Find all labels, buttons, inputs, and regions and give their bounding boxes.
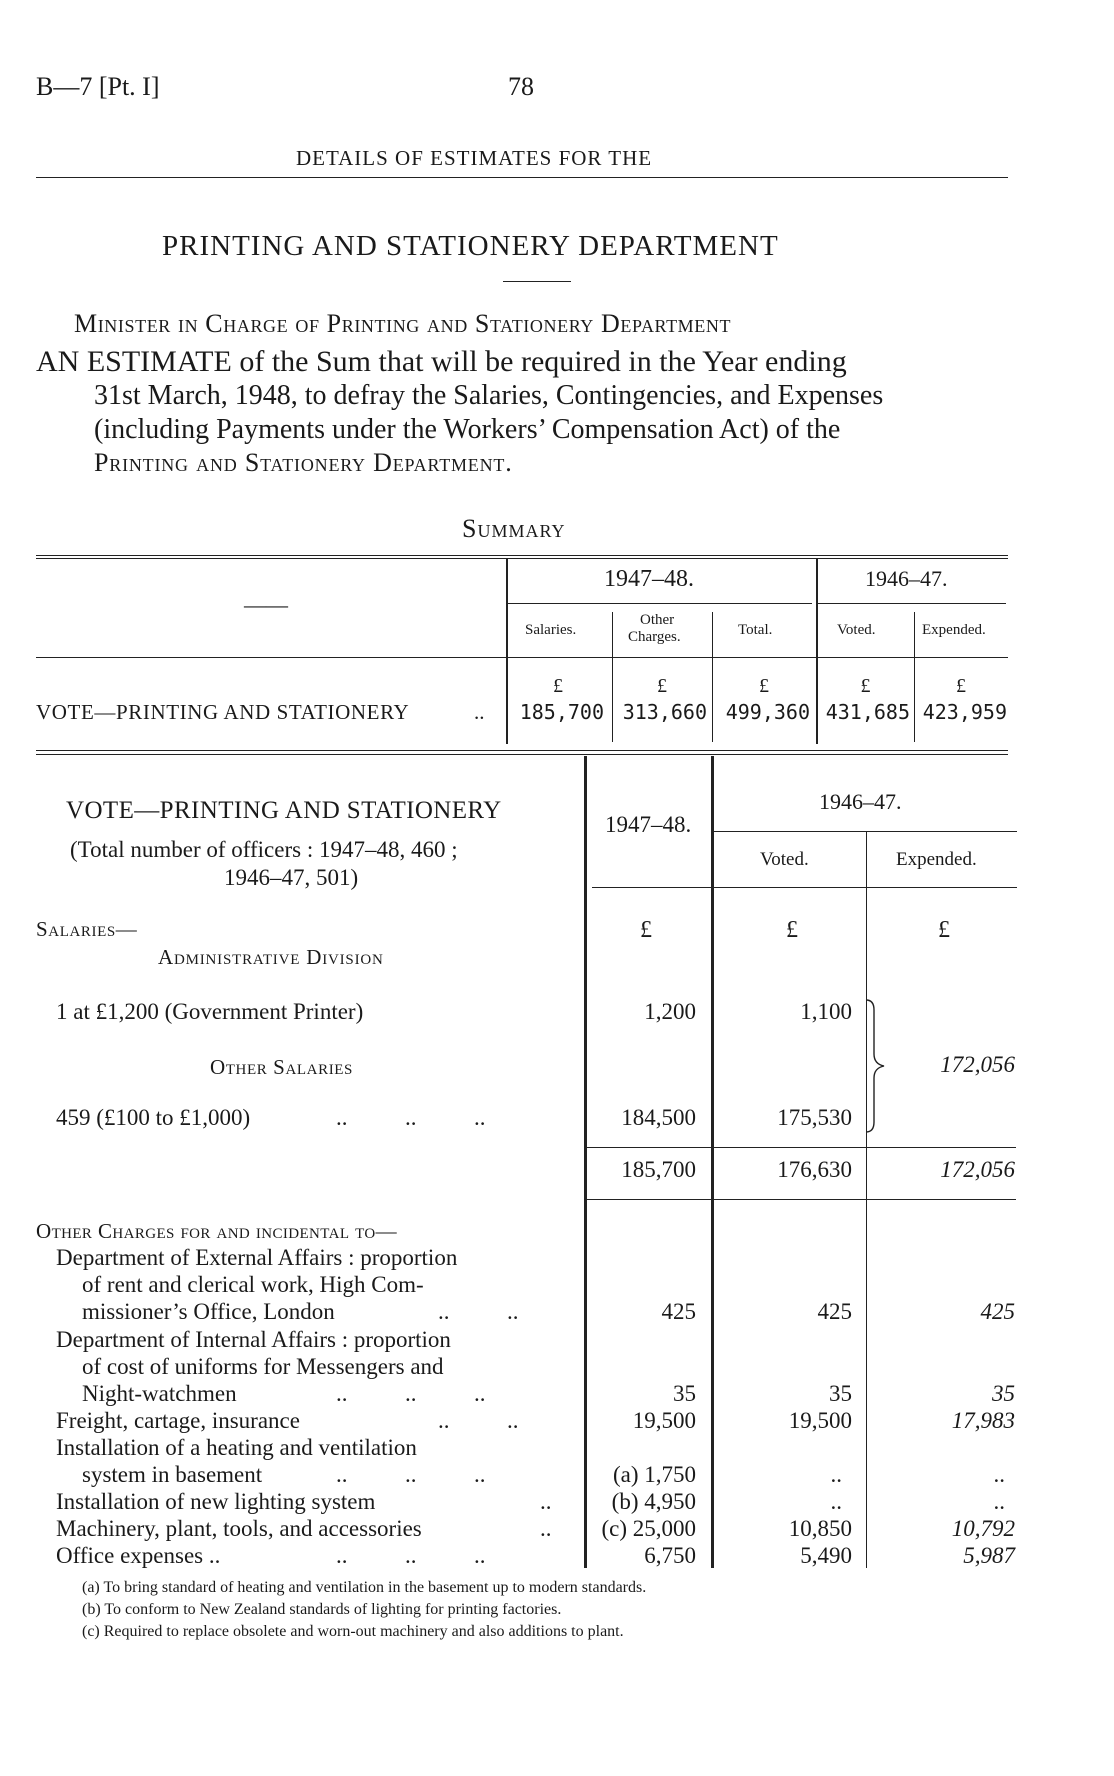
summary-pound-3: £ (759, 675, 769, 697)
item-machinery-line-1: Machinery, plant, tools, and accessories (56, 1516, 422, 1541)
salaries-label: Salaries— (36, 917, 138, 941)
footnote-b: (b) To conform to New Zealand standards of lighting for printing factories. (82, 1601, 562, 1618)
vote-officers-2: 1946–47, 501) (224, 865, 359, 890)
summary-top-rule-2 (36, 558, 1008, 559)
item-heating-dots: .. .. .. (336, 1462, 486, 1487)
item-freight-1947: 19,500 (632, 1408, 696, 1433)
others-line: 459 (£100 to £1,000) (56, 1105, 251, 1130)
vote-col-voted: Voted. (760, 849, 809, 870)
vote-officers-1: (Total number of officers : 1947–48, 460 ; (70, 837, 458, 862)
minister-line: Minister in Charge of Printing and Stationery Department (74, 309, 732, 338)
summary-value-salaries: 185,700 (519, 700, 604, 724)
header-rule (36, 177, 1008, 178)
summary-year-b: 1946–47. (865, 566, 948, 591)
page-number: 78 (508, 72, 534, 101)
vote-vr-2 (711, 756, 714, 1568)
vote-vr-3 (866, 832, 867, 1568)
title-rule (503, 281, 571, 282)
item-office-1947: 6,750 (644, 1543, 696, 1568)
vote-pound-1947: £ (640, 917, 652, 943)
item-external-affairs-dots: .. .. (438, 1299, 519, 1324)
summary-pound-1: £ (553, 675, 563, 697)
item-internal-affairs-expended: 35 (992, 1381, 1015, 1406)
item-office-line-1: Office expenses .. (56, 1543, 221, 1568)
summary-col-other-2: Charges. (628, 629, 681, 645)
running-title: DETAILS OF ESTIMATES FOR THE (296, 146, 653, 170)
vote-col-year-a: 1947–48. (605, 812, 692, 837)
summary-pound-2: £ (657, 675, 667, 697)
footnote-c: (c) Required to replace obsolete and worn-out machinery and also additions to plant. (82, 1623, 624, 1640)
estimate-line-2: 31st March, 1948, to defray the Salaries, Contingencies, and Expenses (94, 380, 884, 411)
salaries-expended-bracket: 172,056 (940, 1052, 1015, 1077)
estimate-line-1-rest: of the Sum that will be required in the Year ending (231, 345, 847, 378)
item-lighting-line-1: Installation of new lighting system (56, 1489, 376, 1514)
item-external-affairs-expended: 425 (980, 1299, 1015, 1324)
item-external-affairs-line-1: Department of External Affairs : proportion (56, 1245, 458, 1270)
item-machinery-1947: (c) 25,000 (601, 1516, 696, 1541)
summary-year-a: 1947–48. (604, 566, 694, 592)
vote-head-rule (592, 887, 1017, 888)
summary-col-voted: Voted. (837, 622, 876, 638)
item-external-affairs-voted: 425 (817, 1299, 852, 1324)
estimate-line-1 (36, 345, 847, 379)
vote-col-expended: Expended. (896, 849, 977, 870)
summary-value-voted: 431,685 (825, 700, 910, 724)
item-heating-1947: (a) 1,750 (612, 1462, 696, 1487)
item-external-affairs-line-2: of rent and clerical work, High Com- (82, 1272, 424, 1297)
item-freight-dots: .. .. (438, 1408, 519, 1433)
salaries-total-rule-bottom (586, 1199, 1016, 1200)
summary-pound-5: £ (956, 675, 966, 697)
vote-year-rule (713, 831, 1017, 832)
estimate-lead: AN ESTIMATE (36, 345, 232, 378)
printer-line: 1 at £1,200 (Government Printer) (56, 999, 364, 1024)
item-office-expended: 5,987 (963, 1543, 1015, 1568)
summary-col-total: Total. (738, 622, 773, 638)
summary-value-expended: 423,959 (922, 700, 1007, 724)
summary-head-rule (36, 657, 1008, 658)
summary-row-dots: .. (474, 700, 485, 724)
others-voted: 175,530 (777, 1105, 852, 1130)
vote-pound-voted: £ (786, 917, 798, 943)
item-heating-line-2: system in basement (82, 1462, 263, 1487)
summary-top-rule (36, 555, 1008, 556)
vote-pound-expended: £ (938, 917, 950, 943)
salaries-total-1947: 185,700 (621, 1157, 696, 1182)
summary-col-other-1: Other (640, 612, 675, 628)
item-freight-line-1: Freight, cartage, insurance (56, 1408, 300, 1433)
item-heating-expended: .. (993, 1462, 1005, 1487)
summary-col-salaries: Salaries. (525, 622, 577, 638)
salaries-total-rule-top (586, 1147, 1016, 1148)
item-external-affairs-line-3: missioner’s Office, London (82, 1299, 335, 1324)
printer-voted: 1,100 (800, 999, 852, 1024)
item-lighting-dots: .. (540, 1489, 552, 1514)
summary-bottom-rule-2 (36, 754, 1008, 755)
estimate-line-3: (including Payments under the Workers’ Compensation Act) of the (94, 414, 841, 445)
item-internal-affairs-1947: 35 (673, 1381, 696, 1406)
page-ref: B—7 [Pt. I] (36, 72, 160, 101)
item-office-dots: .. .. .. (336, 1543, 486, 1568)
item-internal-affairs-line-3: Night-watchmen (82, 1381, 237, 1406)
item-internal-affairs-line-1: Department of Internal Affairs : proportion (56, 1327, 451, 1352)
admin-division-label: Administrative Division (158, 945, 384, 969)
footnote-a: (a) To bring standard of heating and ventilation in the basement up to modern standards. (82, 1579, 647, 1596)
summary-col-expended: Expended. (922, 622, 986, 638)
summary-heading: Summary (462, 514, 566, 543)
summary-year-rule-a (506, 603, 812, 604)
printer-1947: 1,200 (644, 999, 696, 1024)
item-office-voted: 5,490 (800, 1543, 852, 1568)
summary-row-label: VOTE—PRINTING AND STATIONERY (36, 700, 410, 724)
page-title: PRINTING AND STATIONERY DEPARTMENT (162, 230, 779, 262)
summary-dash: —— (244, 592, 288, 617)
estimate-line-4: Printing and Stationery Department. (94, 448, 513, 477)
salaries-total-voted: 176,630 (777, 1157, 852, 1182)
item-heating-voted: .. (830, 1462, 842, 1487)
summary-bottom-rule (36, 750, 1008, 751)
item-internal-affairs-dots: .. .. .. (336, 1381, 486, 1406)
item-machinery-dots: .. (540, 1516, 552, 1541)
item-machinery-voted: 10,850 (788, 1516, 852, 1541)
others-dots: .. .. .. (336, 1105, 486, 1130)
item-freight-expended: 17,983 (951, 1408, 1015, 1433)
item-internal-affairs-line-2: of cost of uniforms for Messengers and (82, 1354, 444, 1379)
vote-vr-1 (584, 756, 587, 1568)
item-lighting-expended: .. (993, 1489, 1005, 1514)
other-salaries-label: Other Salaries (210, 1055, 353, 1079)
others-1947: 184,500 (621, 1105, 696, 1130)
item-machinery-expended: 10,792 (951, 1516, 1015, 1541)
vote-heading: VOTE—PRINTING AND STATIONERY (66, 797, 502, 824)
salaries-total-expended: 172,056 (940, 1157, 1015, 1182)
item-lighting-voted: .. (830, 1489, 842, 1514)
item-heating-line-1: Installation of a heating and ventilation (56, 1435, 417, 1460)
item-freight-voted: 19,500 (788, 1408, 852, 1433)
item-external-affairs-1947: 425 (661, 1299, 696, 1324)
summary-pound-4: £ (860, 675, 871, 697)
item-internal-affairs-voted: 35 (829, 1381, 852, 1406)
summary-year-rule-b (818, 603, 1006, 604)
summary-value-total: 499,360 (725, 700, 810, 724)
summary-value-other: 313,660 (622, 700, 707, 724)
vote-col-year-b: 1946–47. (819, 789, 902, 814)
other-charges-label: Other Charges for and incidental to— (36, 1219, 398, 1243)
item-lighting-1947: (b) 4,950 (611, 1489, 696, 1514)
